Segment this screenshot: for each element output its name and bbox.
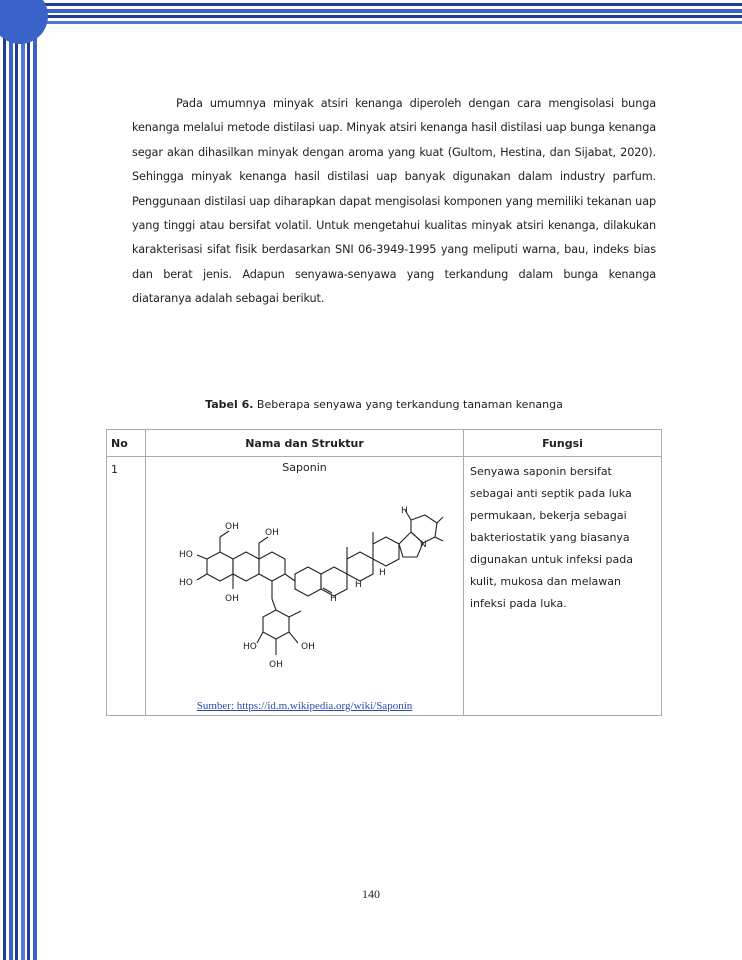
label-oh: OH [268, 660, 283, 670]
header-no: No [107, 430, 146, 457]
top-frame-stripes [0, 0, 742, 28]
table-caption-label: Tabel 6. [205, 398, 254, 411]
label-oh: OH [264, 528, 279, 538]
body-paragraph: Pada umumnya minyak atsiri kenanga diperoleh dengan cara mengisolasi bunga kenanga melalui metode distilasi uap. Minyak atsiri kenanga hasil distilasi uap bunga kenanga segar akan dihasilkan minyak dengan aroma yang kuat (Gultom, Hestina, dan Sijabat, 2020). Sehingga minyak kenanga hasil distilasi uap banyak digunakan dalam industry parfum. Penggunaan distilasi uap diharapkan dapat mengisolasi komponen yang memiliki tekanan uap yang tinggi atau bersifat volatil. Untuk mengetahui kualitas minyak atsiri kenanga, dilakukan karakterisasi sifat fisik berdasarkan SNI 06-3949-1995 yang meliputi warna, bau, indeks bias dan berat jenis. Adapun senyawa-senyawa yang terkandung dalam bunga kenanga diataranya adalah sebagai berikut. [132, 97, 656, 306]
compound-name: Saponin [282, 461, 327, 474]
label-ho: HO [178, 550, 193, 560]
label-h: H [329, 594, 337, 604]
label-oh: OH [300, 642, 315, 652]
label-ho: HO [178, 578, 193, 588]
page-number: 140 [362, 887, 380, 901]
header-nama-struktur: Nama dan Struktur [146, 430, 464, 457]
table-caption-text: Beberapa senyawa yang terkandung tanaman kenanga [253, 398, 563, 411]
fungsi-cell: Senyawa saponin bersifat sebagai anti septik pada luka permukaan, bekerja sebagai bakteriostatik yang biasanya digunakan untuk infeksi pada kulit, mukosa dan melawan infeksi pada luka. [464, 457, 662, 716]
label-h: H [400, 506, 408, 516]
label-ho: HO [242, 642, 257, 652]
table-row [107, 457, 662, 716]
label-h: H [354, 580, 362, 590]
saponin-structure-diagram [165, 477, 445, 702]
label-n: N [419, 540, 427, 550]
left-frame-stripes [0, 0, 40, 960]
corner-ornament [0, 0, 48, 44]
label-oh: OH [224, 522, 239, 532]
label-oh: OH [224, 594, 239, 604]
row-number: 1 [107, 457, 146, 716]
header-fungsi: Fungsi [464, 430, 662, 457]
table-header-row [107, 430, 662, 457]
compound-table [106, 429, 662, 716]
table-caption [106, 398, 662, 411]
label-h: H [378, 568, 386, 578]
name-structure-cell [146, 457, 464, 716]
source-link[interactable]: Sumber: https://id.m.wikipedia.org/wiki/Saponin [196, 700, 413, 712]
